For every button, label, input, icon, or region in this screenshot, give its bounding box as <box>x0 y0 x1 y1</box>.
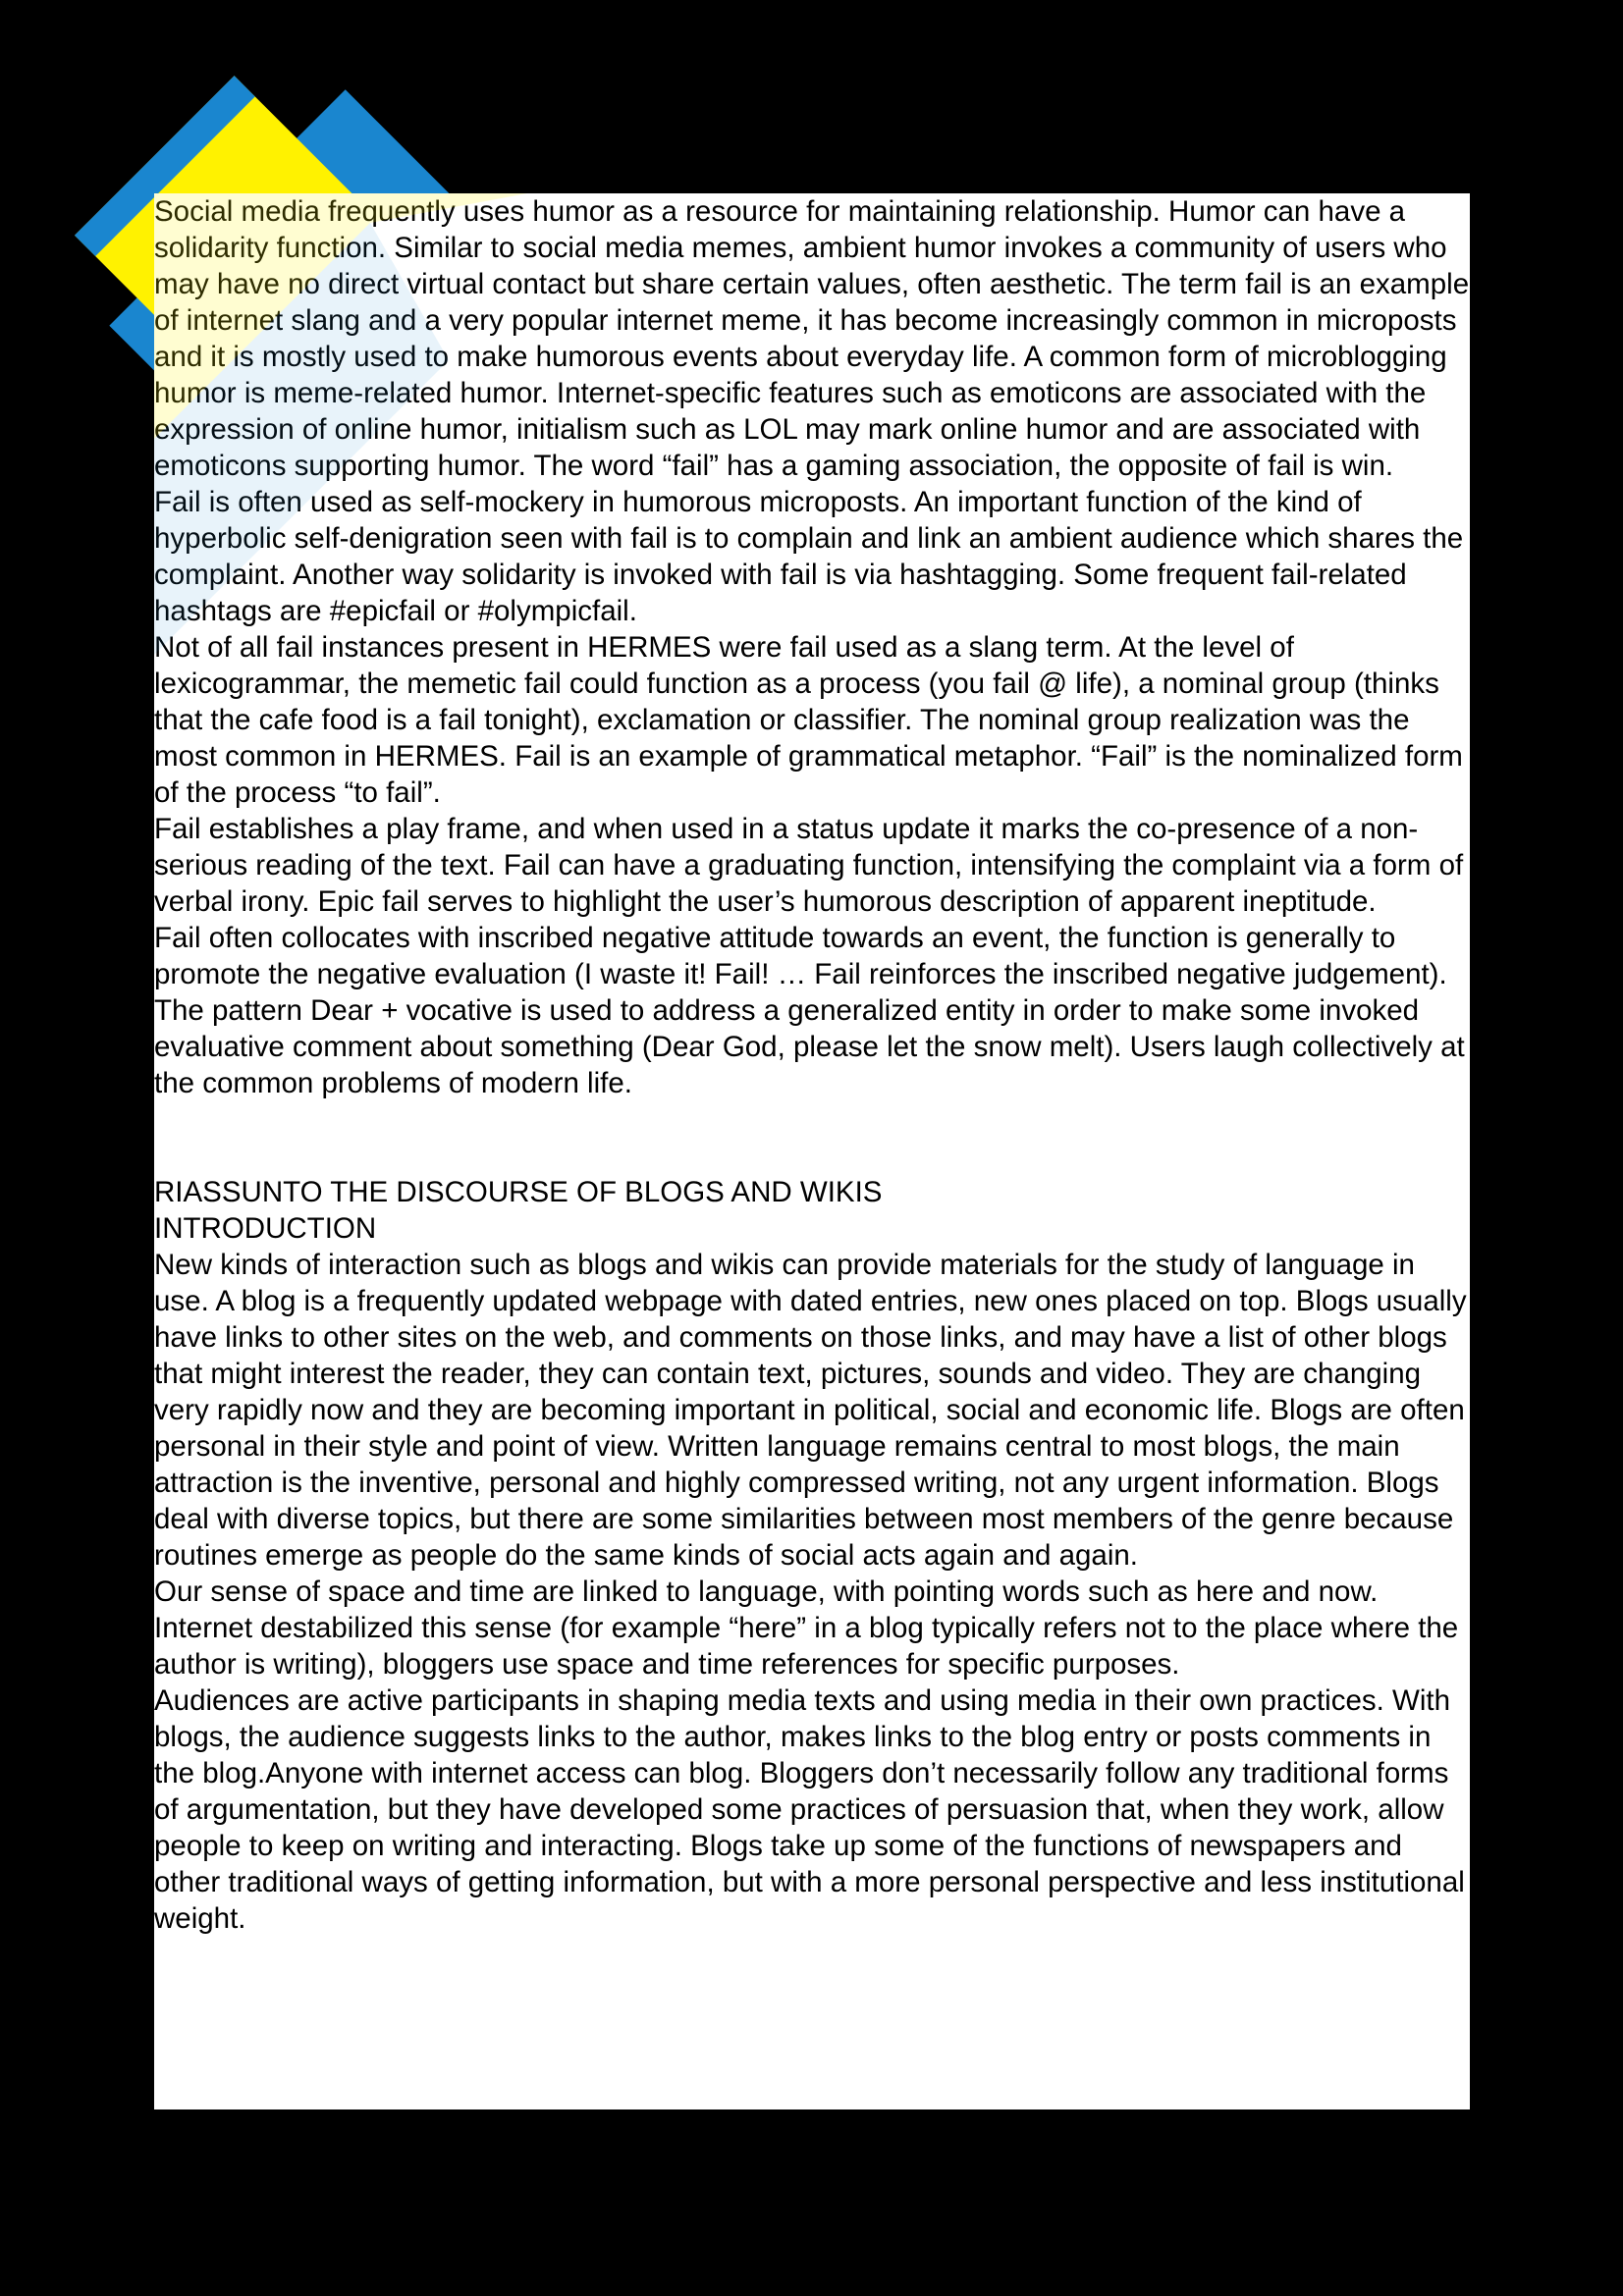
paragraph: Social media frequently uses humor as a resource for maintaining relationship. Humor can have a solidarity function. Similar to social media memes, ambient humor invokes a community of users who may have no direct virtual contact but share certain values, often aesthetic. The term fail is an example of internet slang and a very popular internet meme, it has become increasingly common in microposts and it is mostly used to make humorous events about everyday life. A common form of microblogging humor is meme-related humor. Internet-specific features such as emoticons are associated with the expression of online humor, initialism such as LOL may mark online humor and are associated with emoticons supporting humor. The word “fail” has a gaming association, the opposite of fail is win. <box>154 195 1470 482</box>
paragraph: Fail often collocates with inscribed negative attitude towards an event, the function is generally to promote the negative evaluation (I waste it! Fail! … Fail reinforces the inscribed negative judgement). The pattern Dear + vocative is used to address a generalized entity in order to make some invoked evaluative comment about something (Dear God, please let the snow melt). Users laugh collectively at the common problems of modern life. <box>154 922 1465 1099</box>
paragraph: Audiences are active participants in shaping media texts and using media in their own practices. With blogs, the audience suggests links to the author, makes links to the blog entry or posts comments in the blog.Anyone with internet access can blog. Bloggers don’t necessarily follow any traditional forms of argumentation, but they have developed some practices of persuasion that, when they work, allow people to keep on writing and interacting. Blogs take up some of the functions of newspapers and other traditional ways of getting information, but with a more personal perspective and less institutional weight. <box>154 1684 1465 1935</box>
paragraph: New kinds of interaction such as blogs and wikis can provide materials for the study of language in use. A blog is a frequently updated webpage with dated entries, new ones placed on top. Blogs usually have links to other sites on the web, and comments on those links, and may have a list of other blogs that might interest the reader, they can contain text, pictures, sounds and video. They are changing very rapidly now and they are becoming important in political, social and economic life. Blogs are often personal in their style and point of view. Written language remains central to most blogs, the main attraction is the inventive, personal and highly compressed writing, not any urgent information. Blogs deal with diverse topics, but there are some similarities between most members of the genre because routines emerge as people do the same kinds of social acts again and again. <box>154 1249 1467 1572</box>
section-title: RIASSUNTO THE DISCOURSE OF BLOGS AND WIKIS <box>154 1176 883 1208</box>
document-body <box>154 193 1470 2109</box>
blank-space <box>154 1101 1470 1174</box>
section-subtitle: INTRODUCTION <box>154 1212 377 1245</box>
paragraph: Fail is often used as self-mockery in humorous microposts. An important function of the kind of hyperbolic self-denigration seen with fail is to complain and link an ambient audience which shares the complaint. Another way solidarity is invoked with fail is via hashtagging. Some frequent fail-related hashtags are #epicfail or #olympicfail. <box>154 486 1464 627</box>
paragraph: Not of all fail instances present in HERMES were fail used as a slang term. At the level of lexicogrammar, the memetic fail could function as a process (you fail @ life), a nominal group (thinks that the cafe food is a fail tonight), exclamation or classifier. The nominal group realization was the most common in HERMES. Fail is an example of grammatical metaphor. “Fail” is the nominalized form of the process “to fail”. <box>154 631 1463 809</box>
paragraph: Fail establishes a play frame, and when used in a status update it marks the co-presence of a non-serious reading of the text. Fail can have a graduating function, intensifying the complaint via a form of verbal irony. Epic fail serves to highlight the user’s humorous description of apparent ineptitude. <box>154 813 1464 918</box>
paragraph: Our sense of space and time are linked to language, with pointing words such as here and now. Internet destabilized this sense (for example “here” in a blog typically refers not to the place where the author is writing), bloggers use space and time references for specific purposes. <box>154 1575 1459 1681</box>
